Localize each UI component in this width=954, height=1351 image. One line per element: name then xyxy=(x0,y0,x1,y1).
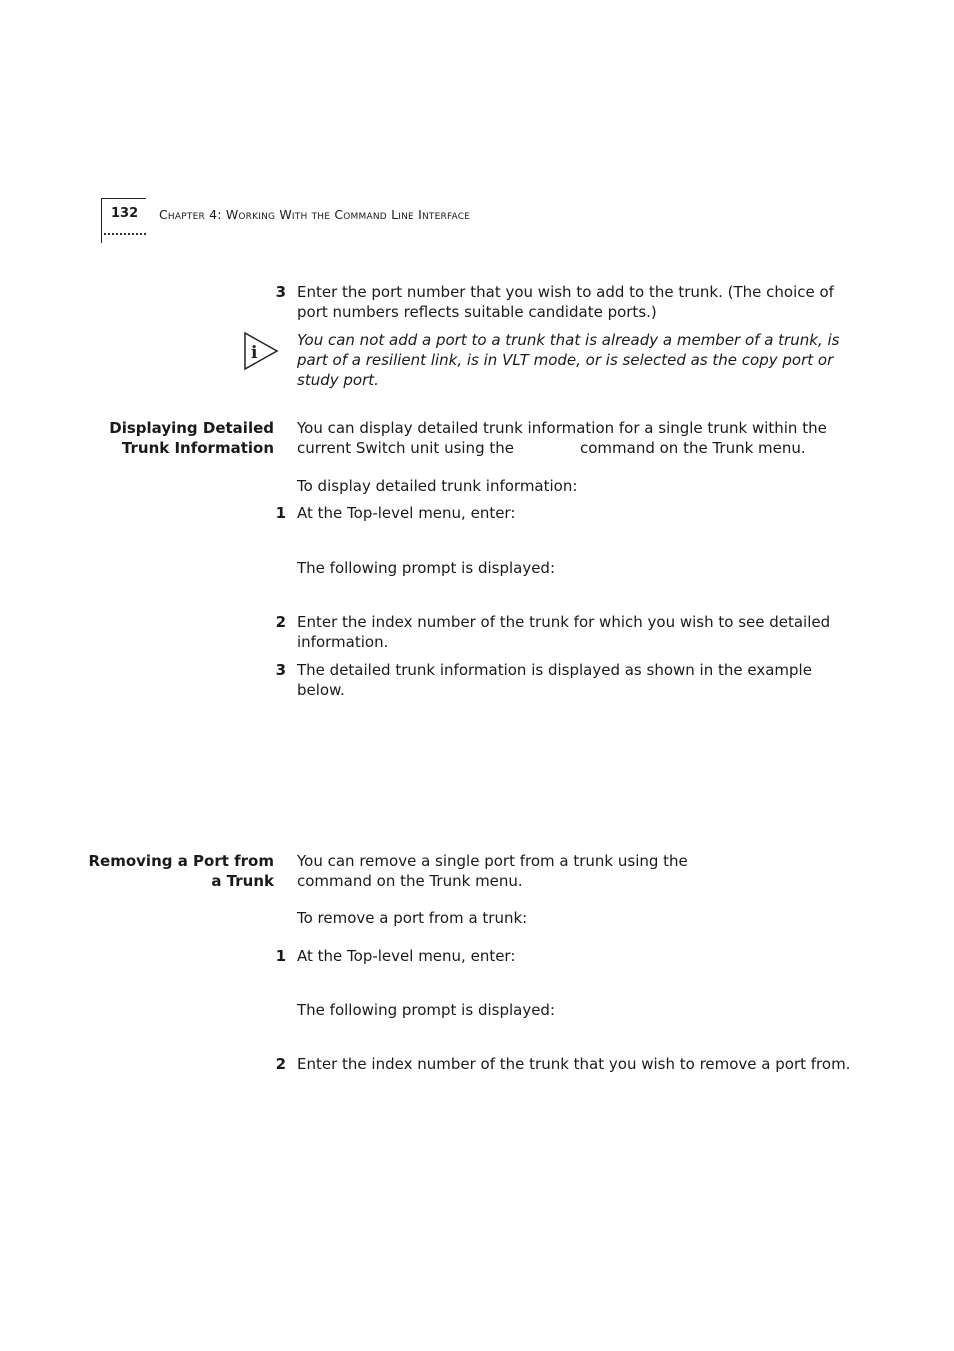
prompt-text: The following prompt is displayed: xyxy=(297,1001,556,1019)
step-text: port numbers reflects suitable candidate ports.) xyxy=(297,303,657,321)
step-text: below. xyxy=(297,681,345,699)
step-number: 3 xyxy=(275,283,286,301)
paragraph-text xyxy=(297,438,837,458)
section-heading: a Trunk xyxy=(211,872,274,890)
intro-text: To display detailed trunk information: xyxy=(297,477,578,495)
header-dotted-rule xyxy=(104,229,146,235)
section-heading: Displaying Detailed xyxy=(109,419,274,437)
step-text: Enter the index number of the trunk for which you wish to see detailed xyxy=(297,613,831,631)
section-heading: Trunk Information xyxy=(121,439,274,457)
intro-text: To remove a port from a trunk: xyxy=(297,909,528,927)
info-icon xyxy=(243,331,283,371)
step-number: 1 xyxy=(275,504,286,522)
step-text: Enter the port number that you wish to add to the trunk. (The choice of xyxy=(297,283,834,301)
chapter-title: Chapter 4: Working With the Command Line Interface xyxy=(159,207,471,222)
step-number: 2 xyxy=(275,1055,286,1073)
prompt-text: The following prompt is displayed: xyxy=(297,559,556,577)
step-text: At the Top-level menu, enter: xyxy=(297,947,516,965)
paragraph-fragment: command on the Trunk menu. xyxy=(579,439,806,457)
paragraph-fragment: current Switch unit using the xyxy=(297,439,514,457)
step-number: 2 xyxy=(275,613,286,631)
svg-text:i: i xyxy=(251,343,258,363)
step-text: Enter the index number of the trunk that you wish to remove a port from. xyxy=(297,1055,851,1073)
step-text: At the Top-level menu, enter: xyxy=(297,504,516,522)
section-heading: Removing a Port from xyxy=(88,852,274,870)
step-number: 1 xyxy=(275,947,286,965)
note-text: part of a resilient link, is in VLT mode, or is selected as the copy port or xyxy=(297,351,834,369)
note-text: You can not add a port to a trunk that is already a member of a trunk, is xyxy=(297,331,840,349)
paragraph-text: You can remove a single port from a trunk using the xyxy=(297,852,688,870)
step-text: information. xyxy=(297,633,389,651)
paragraph-text: You can display detailed trunk information for a single trunk within the xyxy=(297,419,827,437)
page-number: 132 xyxy=(111,206,139,221)
paragraph-text: command on the Trunk menu. xyxy=(297,872,523,890)
step-text: The detailed trunk information is displayed as shown in the example xyxy=(297,661,812,679)
note-text: study port. xyxy=(297,371,379,389)
step-number: 3 xyxy=(275,661,286,679)
